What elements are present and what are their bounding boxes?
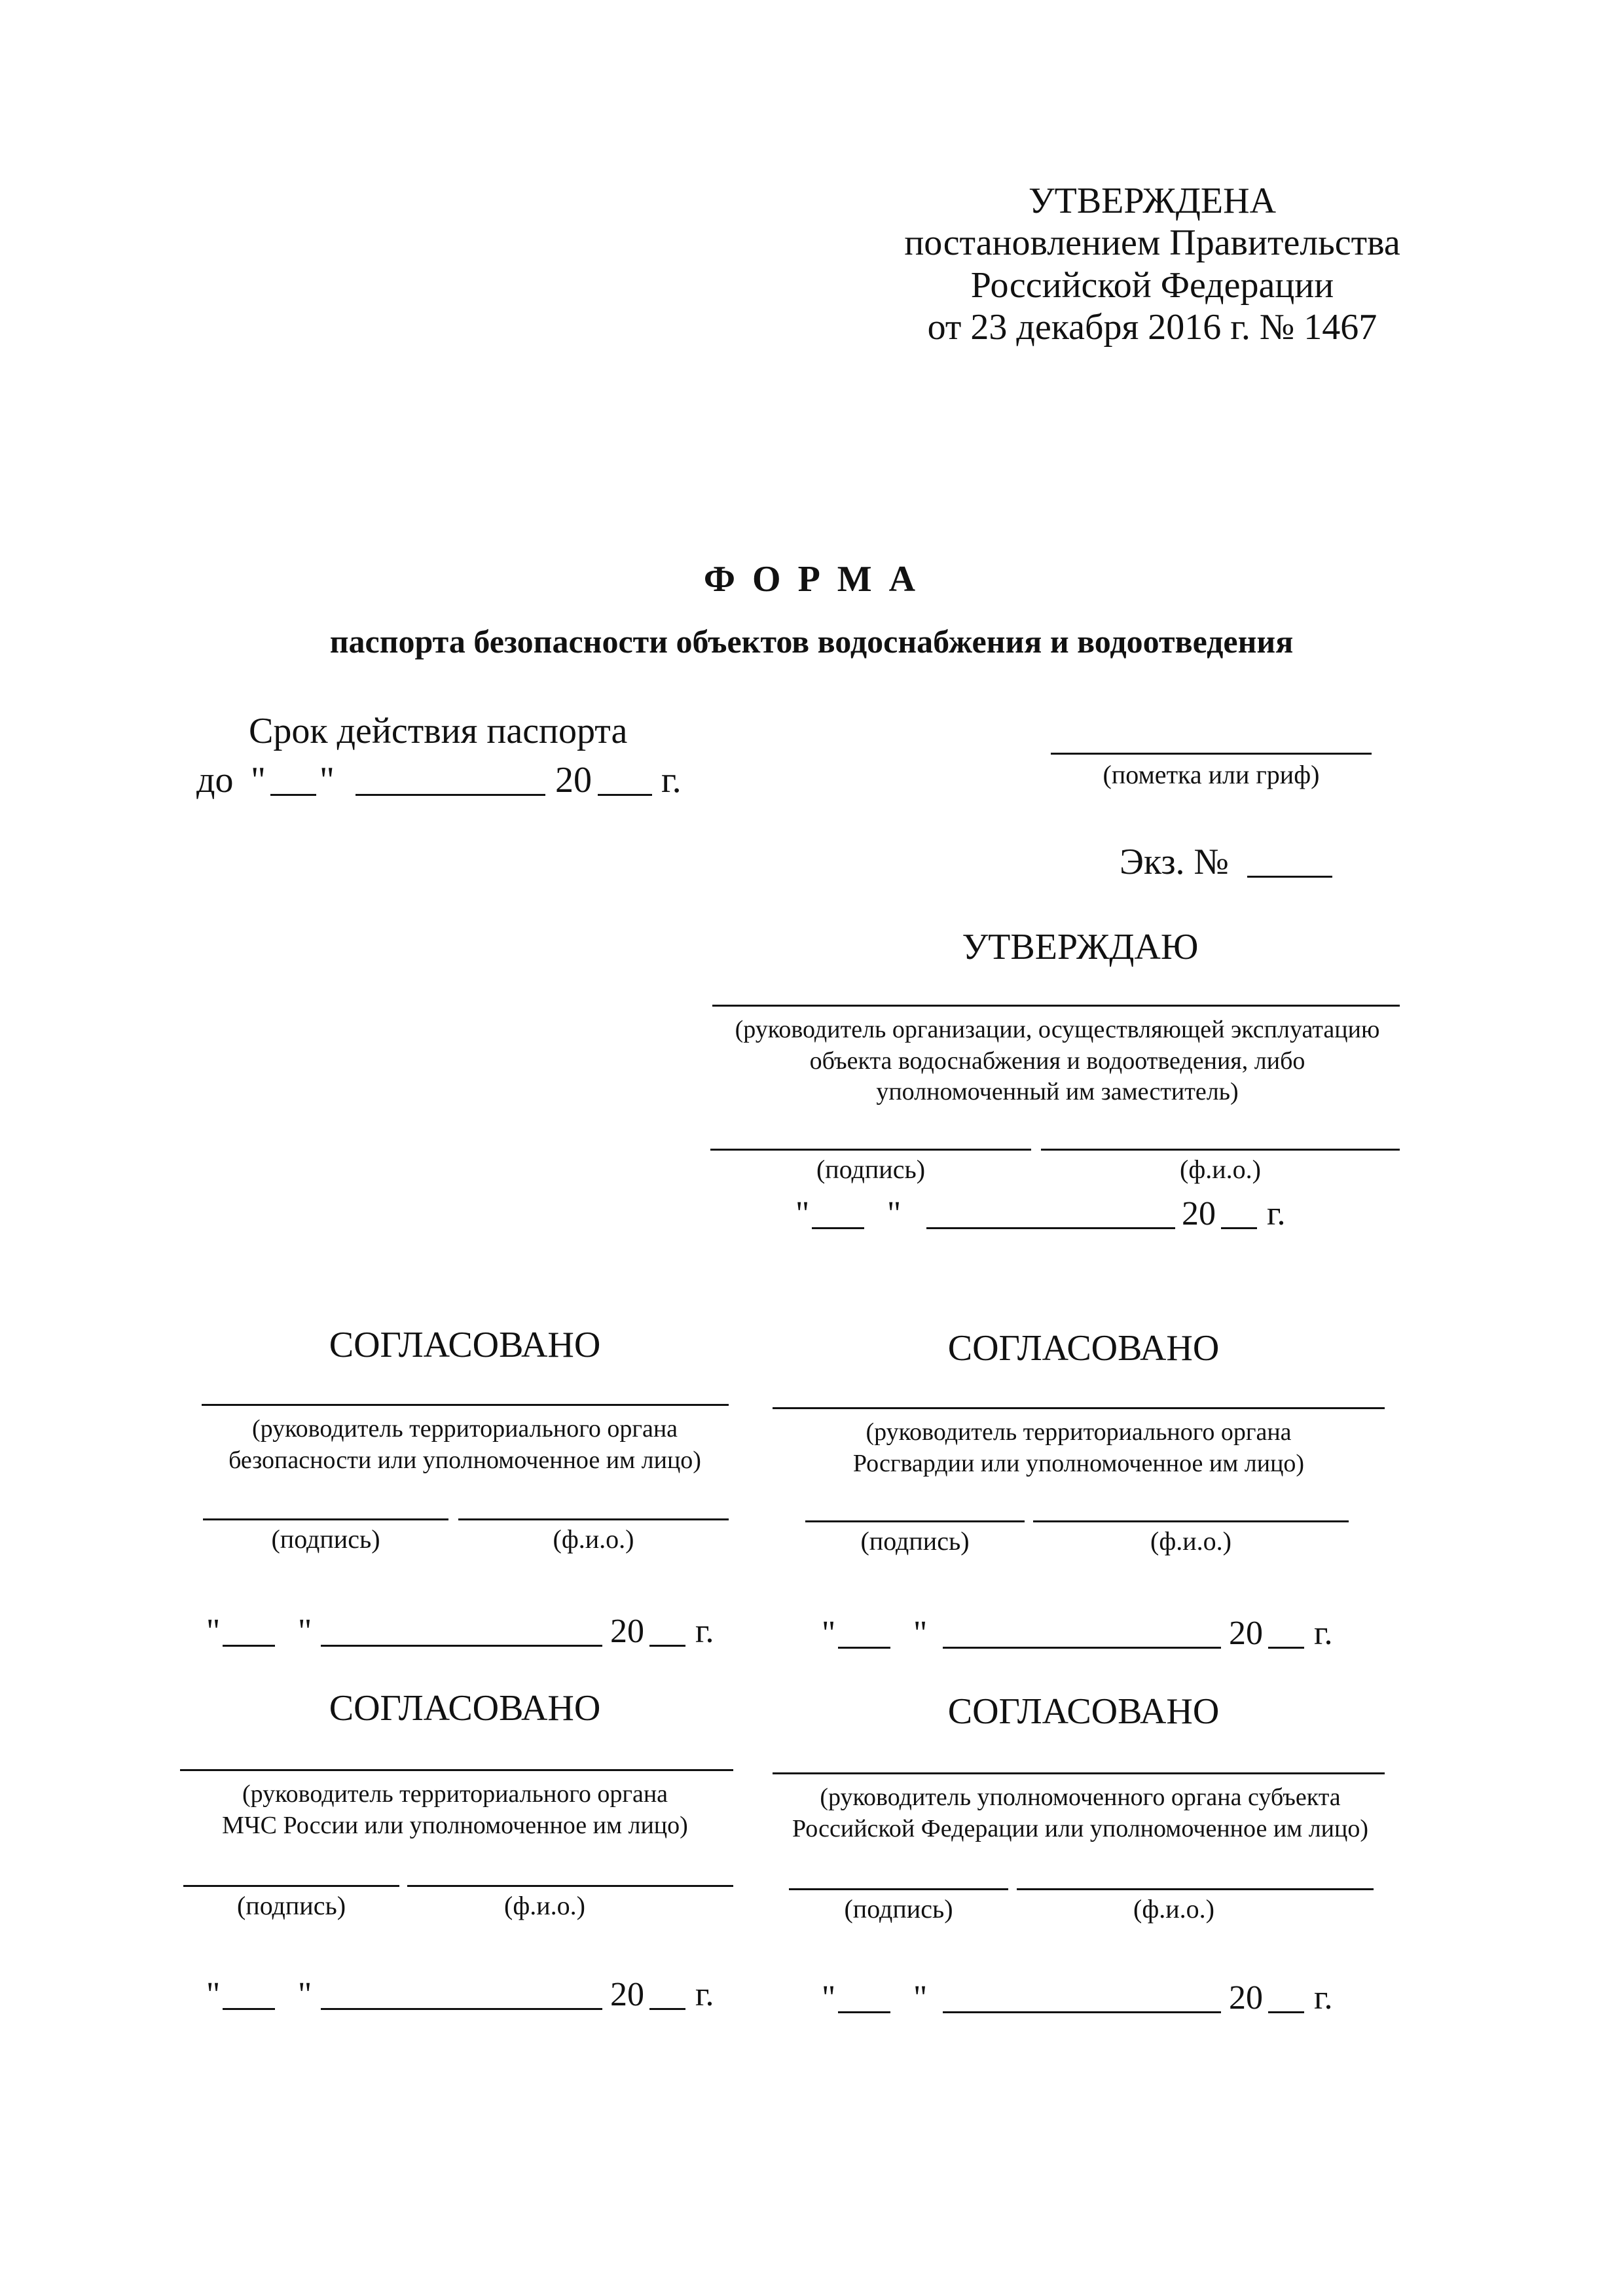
copy-number-blank[interactable] — [1247, 876, 1332, 878]
agreement-3-year-blank[interactable] — [649, 2008, 685, 2010]
agreement-3-caption — [170, 1779, 740, 1841]
agreement-2-caption-line-1: (руководитель территориального органа — [866, 1418, 1292, 1446]
agreement-3-day-blank[interactable] — [223, 2008, 275, 2010]
agreement-4-caption — [759, 1782, 1401, 1844]
agreement-2-date-quote-open: " — [822, 1615, 836, 1652]
agreement-2-date-quote-close: " — [913, 1615, 928, 1652]
agreement-1-heading: СОГЛАСОВАНО — [329, 1325, 601, 1365]
copy-number-label: Экз. № — [1120, 842, 1229, 882]
validity-quote-close: " — [319, 760, 335, 800]
agreement-4-date-quote-close: " — [913, 1979, 928, 2017]
approve-caption-line-1: (руководитель организации, осуществляющей эксплуатацию — [735, 1016, 1380, 1043]
form-subtitle: паспорта безопасности объектов водоснабжения и водоотведения — [329, 623, 1294, 660]
agreement-2-name-label: (ф.и.о.) — [1150, 1526, 1231, 1556]
agreement-2-month-blank[interactable] — [943, 1647, 1221, 1649]
agreement-2-day-blank[interactable] — [838, 1647, 890, 1649]
approve-name-blank[interactable] — [1041, 1149, 1400, 1151]
agreement-4-signature-blank[interactable] — [789, 1888, 1008, 1890]
agreement-4-day-blank[interactable] — [838, 2011, 890, 2013]
approval-stamp — [838, 180, 1467, 349]
agreement-2-heading: СОГЛАСОВАНО — [947, 1328, 1220, 1369]
approve-signature-label: (подпись) — [816, 1155, 926, 1184]
validity-suffix: г. — [661, 760, 682, 800]
validity-year-prefix: 20 — [555, 760, 592, 800]
approve-heading: УТВЕРЖДАЮ — [962, 927, 1199, 967]
approve-official-blank[interactable] — [712, 1005, 1400, 1007]
agreement-3-name-blank[interactable] — [407, 1885, 733, 1887]
agreement-1-date-quote-open: " — [206, 1613, 221, 1650]
agreement-1-month-blank[interactable] — [321, 1645, 602, 1647]
approve-date-quote-close: " — [887, 1195, 902, 1232]
agreement-4-heading: СОГЛАСОВАНО — [947, 1691, 1220, 1732]
approval-line-2: Российской Федерации — [970, 264, 1334, 306]
form-title: Ф О Р М А — [703, 559, 920, 600]
classification-blank[interactable] — [1051, 753, 1372, 755]
approve-year-prefix: 20 — [1182, 1195, 1216, 1232]
approval-line-3: от 23 декабря 2016 г. № 1467 — [927, 307, 1377, 348]
agreement-3-date-quote-close: " — [298, 1976, 312, 2013]
agreement-1-signature-label: (подпись) — [271, 1524, 380, 1554]
classification-caption: (пометка или гриф) — [1103, 760, 1320, 789]
agreement-4-caption-line-1: (руководитель уполномоченного органа субъекта — [820, 1784, 1341, 1811]
approval-line-1: постановлением Правительства — [904, 223, 1400, 264]
approve-month-blank[interactable] — [926, 1227, 1175, 1229]
approve-signature-blank[interactable] — [710, 1149, 1031, 1151]
agreement-3-caption-line-2: МЧС России или уполномоченное им лицо) — [222, 1811, 688, 1839]
agreement-1-caption-line-2: безопасности или уполномоченное им лицо) — [228, 1446, 701, 1474]
agreement-2-year-blank[interactable] — [1268, 1647, 1304, 1649]
agreement-4-date-quote-open: " — [822, 1979, 836, 2017]
validity-label: Срок действия паспорта — [249, 711, 628, 751]
agreement-1-name-label: (ф.и.о.) — [553, 1524, 634, 1554]
approve-caption-line-2: объекта водоснабжения и водоотведения, либо — [809, 1047, 1305, 1075]
agreement-4-year-blank[interactable] — [1268, 2011, 1304, 2013]
agreement-1-caption-line-1: (руководитель территориального органа — [251, 1415, 678, 1443]
agreement-4-year-suffix: г. — [1314, 1979, 1333, 2017]
agreement-4-caption-line-2: Российской Федерации или уполномоченное им лицо) — [792, 1814, 1368, 1842]
agreement-3-date-quote-open: " — [206, 1976, 221, 2013]
agreement-2-signature-blank[interactable] — [805, 1520, 1025, 1522]
agreement-3-year-suffix: г. — [695, 1976, 714, 2013]
agreement-1-year-suffix: г. — [695, 1613, 714, 1650]
approve-name-label: (ф.и.о.) — [1180, 1155, 1261, 1184]
agreement-4-signature-label: (подпись) — [844, 1894, 953, 1924]
agreement-3-month-blank[interactable] — [321, 2008, 602, 2010]
agreement-3-name-label: (ф.и.о.) — [504, 1891, 585, 1920]
approve-year-suffix: г. — [1267, 1195, 1286, 1232]
approve-year-blank[interactable] — [1221, 1227, 1257, 1229]
validity-prefix: до — [196, 760, 234, 800]
agreement-2-year-suffix: г. — [1314, 1615, 1333, 1652]
approval-heading: УТВЕРЖДЕНА — [1028, 181, 1277, 221]
agreement-2-signature-label: (подпись) — [860, 1526, 970, 1556]
agreement-2-caption — [766, 1417, 1391, 1479]
agreement-3-signature-label: (подпись) — [236, 1891, 346, 1920]
agreement-4-month-blank[interactable] — [943, 2011, 1221, 2013]
agreement-1-year-prefix: 20 — [610, 1613, 644, 1650]
agreement-1-official-blank[interactable] — [202, 1404, 729, 1406]
agreement-3-official-blank[interactable] — [180, 1769, 733, 1771]
agreement-4-name-blank[interactable] — [1017, 1888, 1374, 1890]
approve-caption-line-3: уполномоченный им заместитель) — [876, 1078, 1239, 1105]
agreement-2-name-blank[interactable] — [1033, 1520, 1349, 1522]
agreement-3-caption-line-1: (руководитель территориального органа — [242, 1780, 668, 1808]
agreement-4-year-prefix: 20 — [1229, 1979, 1263, 2017]
agreement-2-official-blank[interactable] — [773, 1407, 1385, 1409]
validity-quote-open: " — [251, 760, 266, 800]
approve-date-quote-open: " — [795, 1195, 810, 1232]
agreement-1-caption — [190, 1414, 740, 1476]
agreement-3-signature-blank[interactable] — [183, 1885, 399, 1887]
validity-day-blank[interactable] — [270, 794, 316, 796]
agreement-2-caption-line-2: Росгвардии или уполномоченное им лицо) — [852, 1449, 1305, 1477]
approve-caption — [687, 1014, 1427, 1108]
agreement-1-day-blank[interactable] — [223, 1645, 275, 1647]
agreement-1-year-blank[interactable] — [649, 1645, 685, 1647]
agreement-1-name-blank[interactable] — [458, 1518, 729, 1520]
agreement-1-signature-blank[interactable] — [203, 1518, 448, 1520]
agreement-4-official-blank[interactable] — [773, 1772, 1385, 1774]
agreement-2-year-prefix: 20 — [1229, 1615, 1263, 1652]
agreement-3-heading: СОГЛАСОВАНО — [329, 1688, 601, 1729]
agreement-3-year-prefix: 20 — [610, 1976, 644, 2013]
validity-month-blank[interactable] — [356, 794, 545, 796]
validity-year-blank[interactable] — [598, 794, 652, 796]
approve-day-blank[interactable] — [812, 1227, 864, 1229]
agreement-1-date-quote-close: " — [298, 1613, 312, 1650]
agreement-4-name-label: (ф.и.о.) — [1133, 1894, 1214, 1924]
